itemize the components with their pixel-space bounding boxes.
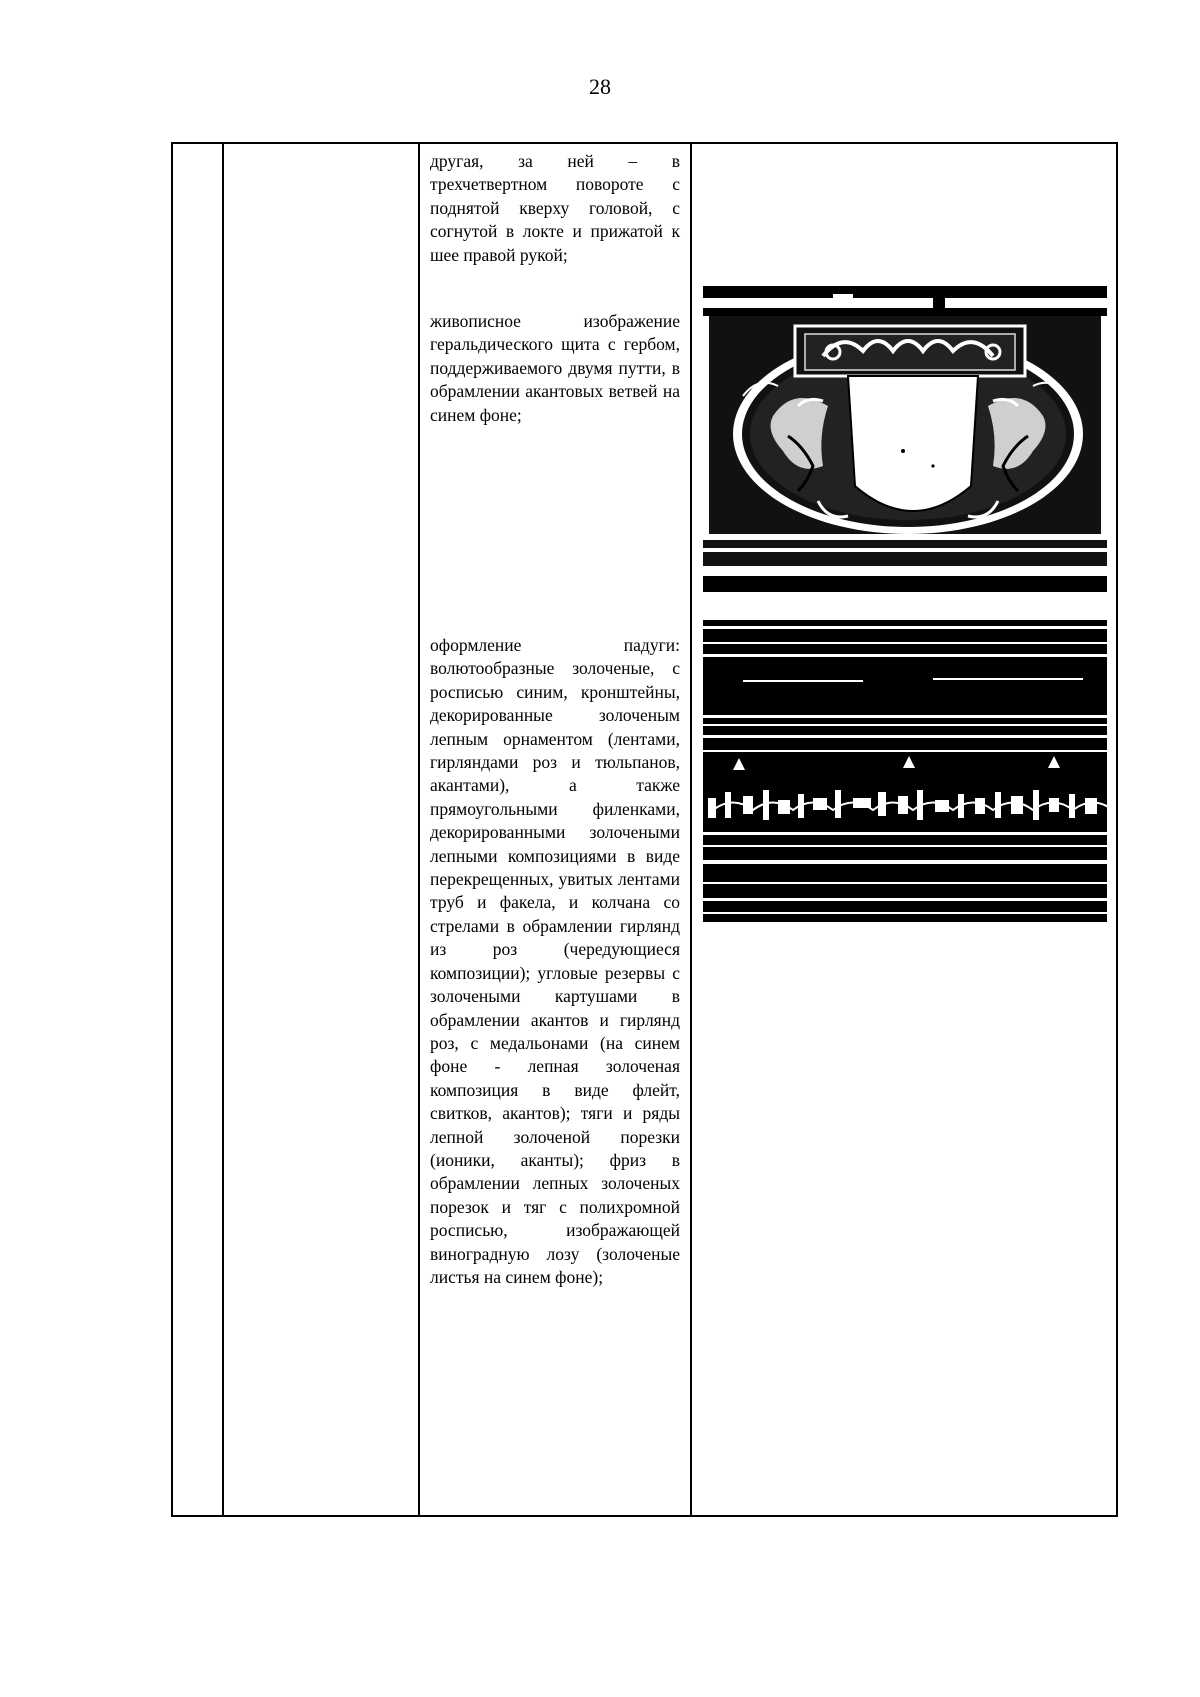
column-divider-2 (418, 144, 420, 1515)
page-number: 28 (589, 74, 611, 99)
photo-padug-cornice (703, 620, 1107, 922)
column-divider-1 (222, 144, 224, 1515)
description-text-2: живописное изображение геральдического щита с гербом, поддерживаемого двумя путти, в обрамлении акантовых ветвей на синем фоне; (430, 311, 680, 425)
description-text-3: оформление падуги: волютообразные золоченые, с росписью синим, кронштейны, декорированные золоченым лепным орнаментом (лентами, гирляндами роз и тюльпанов, акантами), а также прямоугольными филенками, декорированными золочеными лепными композициями в виде перекрещенных, увитых лентами труб и факела, и колчана со стрелами в обрамлении гирлянд из роз (чередующиеся композиции); угловые резервы с золочеными картушами в обрамлении акантов и гирлянд роз, с медальонами (на синем фоне - лепная золоченая композиция в виде флейт, свитков, акантов); тяги и ряды лепной золоченой порезки (ионики, аканты); фриз в обрамлении лепных золоченых порезок и тяг с полихромной росписью, изображающей виноградную лозу (золоченые листья на синем фоне); (430, 635, 680, 1287)
description-text-1: другая, за ней – в трехчетвертном повороте с поднятой кверху головой, с согнутой в локте и прижатой к шее правой рукой; (430, 151, 680, 265)
photo-heraldic-shield (703, 286, 1107, 592)
column-divider-3 (690, 144, 692, 1515)
